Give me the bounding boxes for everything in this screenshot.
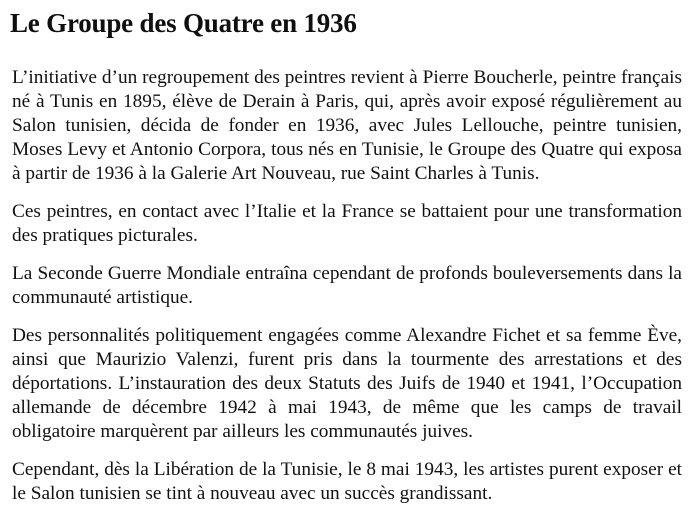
paragraph-3: La Seconde Guerre Mondiale entraîna cependant de profonds bouleversements dans la communauté artistique. (12, 263, 682, 308)
paragraph-2: Ces peintres, en contact avec l’Italie et la France se battaient pour une transformation des pratiques picturales. (12, 201, 682, 246)
paragraph-4: Des personnalités politiquement engagées comme Alexandre Fichet et sa femme Ève, ainsi que Maurizio Valenzi, furent pris dans la tourmente des arrestations et des déportations. L’instauration des deux Statuts des Juifs de 1940 et 1941, l’Occupation allemande de décembre 1942 à mai 1943, de même que les camps de travail obligatoire marquèrent par ailleurs les communautés juives. (12, 325, 682, 442)
document-body (12, 66, 682, 506)
paragraph-5: Cependant, dès la Libération de la Tunisie, le 8 mai 1943, les artistes purent exposer et le Salon tunisien se tint à nouveau avec un succès grandissant. (12, 459, 682, 504)
paragraph-1: L’initiative d’un regroupement des peintres revient à Pierre Boucherle, peintre français né à Tunis en 1895, élève de Derain à Paris, qui, après avoir exposé régulièrement au Salon tunisien, décida de fonder en 1936, avec Jules Lellouche, peintre tunisien, Moses Levy et Antonio Corpora, tous nés en Tunisie, le Groupe des Quatre qui exposa à partir de 1936 à la Galerie Art Nouveau, rue Saint Charles à Tunis. (12, 67, 682, 184)
page-title: Le Groupe des Quatre en 1936 (10, 8, 357, 38)
